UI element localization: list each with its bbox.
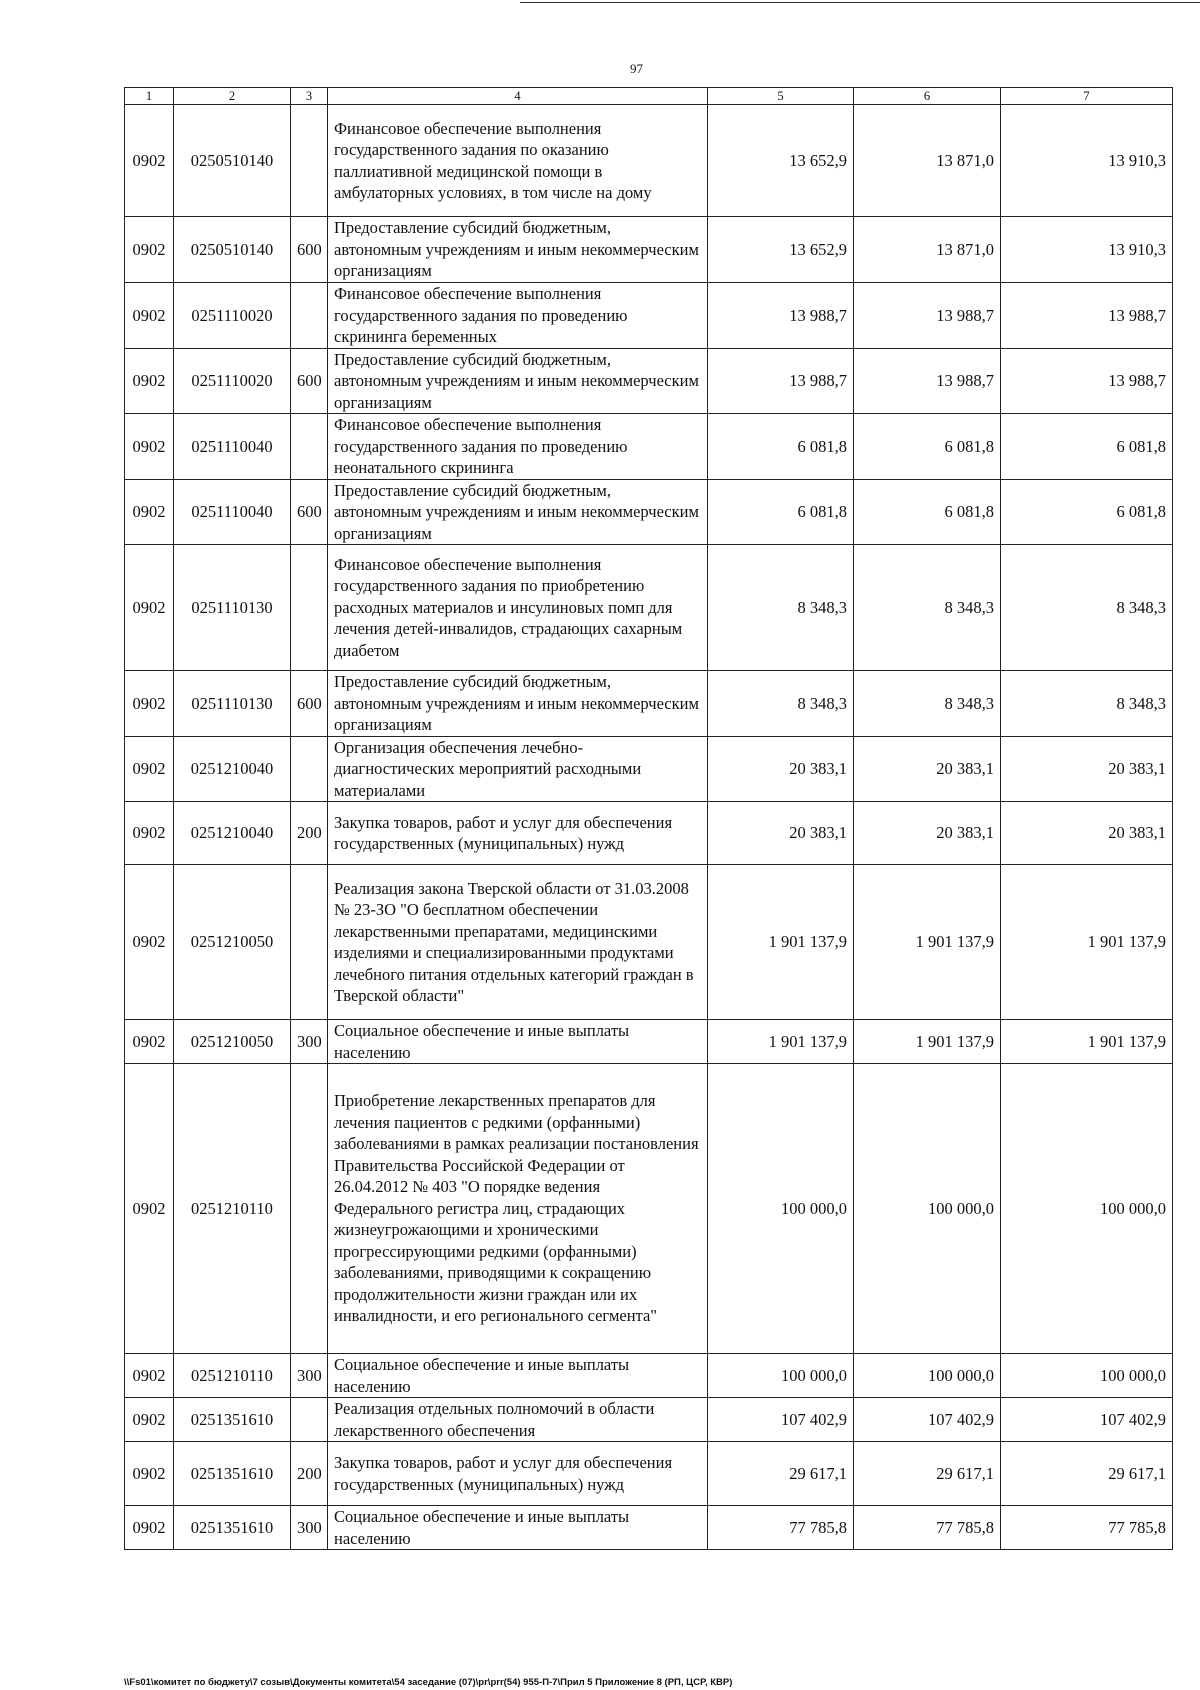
table-row [125, 1398, 1173, 1442]
amount-col-6-cell: 13 988,7 [854, 348, 1001, 414]
amount-col-7-cell: 100 000,0 [1001, 1354, 1173, 1398]
description-cell: Финансовое обеспечение выполнения государственного задания по проведению неонатального скрининга [328, 414, 708, 480]
table-header-row [125, 88, 1173, 105]
amount-col-6-cell: 1 901 137,9 [854, 865, 1001, 1020]
amount-col-7-cell: 77 785,8 [1001, 1506, 1173, 1550]
target-article-code-cell: 0250510140 [174, 105, 291, 217]
table-row [125, 671, 1173, 737]
section-code-cell: 0902 [125, 217, 174, 283]
description-cell: Реализация закона Тверской области от 31.03.2008 № 23-ЗО "О бесплатном обеспечении лекарственными препаратами, медицинскими изделиями и специализированными продуктами лечебного питания отдельных категорий граждан в Тверской области" [328, 865, 708, 1020]
table-row [125, 217, 1173, 283]
amount-col-5-cell: 77 785,8 [708, 1506, 854, 1550]
expense-type-code-cell [291, 105, 328, 217]
section-code-cell: 0902 [125, 1064, 174, 1354]
table-row [125, 1020, 1173, 1064]
amount-col-5-cell: 8 348,3 [708, 671, 854, 737]
amount-col-7-cell: 13 910,3 [1001, 217, 1173, 283]
section-code-cell: 0902 [125, 414, 174, 480]
amount-col-7-cell: 8 348,3 [1001, 671, 1173, 737]
target-article-code-cell: 0251110020 [174, 283, 291, 349]
target-article-code-cell: 0251210050 [174, 1020, 291, 1064]
expense-type-code-cell: 300 [291, 1354, 328, 1398]
target-article-code-cell: 0251351610 [174, 1506, 291, 1550]
header-col-1: 1 [125, 88, 174, 105]
amount-col-5-cell: 1 901 137,9 [708, 865, 854, 1020]
description-cell: Финансовое обеспечение выполнения государственного задания по приобретению расходных материалов и инсулиновых помп для лечения детей-инвалидов, страдающих сахарным диабетом [328, 545, 708, 671]
amount-col-7-cell: 107 402,9 [1001, 1398, 1173, 1442]
target-article-code-cell: 0251210040 [174, 736, 291, 802]
expense-type-code-cell: 600 [291, 348, 328, 414]
amount-col-6-cell: 20 383,1 [854, 802, 1001, 865]
expense-type-code-cell: 300 [291, 1506, 328, 1550]
section-code-cell: 0902 [125, 1398, 174, 1442]
amount-col-6-cell: 107 402,9 [854, 1398, 1001, 1442]
amount-col-6-cell: 100 000,0 [854, 1064, 1001, 1354]
target-article-code-cell: 0250510140 [174, 217, 291, 283]
header-col-5: 5 [708, 88, 854, 105]
target-article-code-cell: 0251351610 [174, 1442, 291, 1506]
page-number: 97 [630, 61, 643, 76]
target-article-code-cell: 0251210110 [174, 1064, 291, 1354]
table-row [125, 1506, 1173, 1550]
amount-col-7-cell: 13 910,3 [1001, 105, 1173, 217]
amount-col-7-cell: 1 901 137,9 [1001, 865, 1173, 1020]
description-cell: Социальное обеспечение и иные выплаты населению [328, 1020, 708, 1064]
amount-col-5-cell: 6 081,8 [708, 414, 854, 480]
section-code-cell: 0902 [125, 545, 174, 671]
header-col-3: 3 [291, 88, 328, 105]
amount-col-5-cell: 13 988,7 [708, 348, 854, 414]
table-row [125, 1442, 1173, 1506]
description-cell: Закупка товаров, работ и услуг для обеспечения государственных (муниципальных) нужд [328, 1442, 708, 1506]
section-code-cell: 0902 [125, 1442, 174, 1506]
expense-type-code-cell: 600 [291, 479, 328, 545]
table-row [125, 283, 1173, 349]
description-cell: Финансовое обеспечение выполнения государственного задания по оказанию паллиативной медицинской помощи в амбулаторных условиях, в том числе на дому [328, 105, 708, 217]
amount-col-5-cell: 100 000,0 [708, 1354, 854, 1398]
amount-col-5-cell: 6 081,8 [708, 479, 854, 545]
target-article-code-cell: 0251210050 [174, 865, 291, 1020]
section-code-cell: 0902 [125, 1506, 174, 1550]
amount-col-5-cell: 20 383,1 [708, 802, 854, 865]
description-cell: Социальное обеспечение и иные выплаты населению [328, 1506, 708, 1550]
budget-table [124, 87, 1173, 1550]
amount-col-5-cell: 13 652,9 [708, 105, 854, 217]
section-code-cell: 0902 [125, 348, 174, 414]
expense-type-code-cell [291, 283, 328, 349]
target-article-code-cell: 0251351610 [174, 1398, 291, 1442]
description-cell: Предоставление субсидий бюджетным, автономным учреждениям и иным некоммерческим организациям [328, 348, 708, 414]
amount-col-6-cell: 13 871,0 [854, 105, 1001, 217]
amount-col-5-cell: 1 901 137,9 [708, 1020, 854, 1064]
section-code-cell: 0902 [125, 736, 174, 802]
amount-col-6-cell: 6 081,8 [854, 414, 1001, 480]
table-row [125, 865, 1173, 1020]
table-row [125, 105, 1173, 217]
amount-col-5-cell: 107 402,9 [708, 1398, 854, 1442]
expense-type-code-cell [291, 1398, 328, 1442]
header-col-6: 6 [854, 88, 1001, 105]
target-article-code-cell: 0251110040 [174, 414, 291, 480]
description-cell: Предоставление субсидий бюджетным, автономным учреждениям и иным некоммерческим организациям [328, 671, 708, 737]
amount-col-6-cell: 8 348,3 [854, 671, 1001, 737]
amount-col-7-cell: 13 988,7 [1001, 283, 1173, 349]
amount-col-5-cell: 20 383,1 [708, 736, 854, 802]
amount-col-6-cell: 6 081,8 [854, 479, 1001, 545]
section-code-cell: 0902 [125, 105, 174, 217]
amount-col-7-cell: 20 383,1 [1001, 736, 1173, 802]
section-code-cell: 0902 [125, 865, 174, 1020]
footer-file-path: \\Fs01\комитет по бюджету\7 созыв\Документы комитета\54 заседание (07)\pr\prr(54) 955-П-7\Прил 5 Приложение 8 (РП, ЦСР, КВР) [124, 1677, 733, 1688]
description-cell: Финансовое обеспечение выполнения государственного задания по проведению скрининга беременных [328, 283, 708, 349]
amount-col-7-cell: 100 000,0 [1001, 1064, 1173, 1354]
table-row [125, 802, 1173, 865]
amount-col-6-cell: 20 383,1 [854, 736, 1001, 802]
table-row [125, 1354, 1173, 1398]
description-cell: Социальное обеспечение и иные выплаты населению [328, 1354, 708, 1398]
amount-col-5-cell: 13 652,9 [708, 217, 854, 283]
amount-col-6-cell: 100 000,0 [854, 1354, 1001, 1398]
description-cell: Закупка товаров, работ и услуг для обеспечения государственных (муниципальных) нужд [328, 802, 708, 865]
description-cell: Предоставление субсидий бюджетным, автономным учреждениям и иным некоммерческим организациям [328, 479, 708, 545]
table-row [125, 1064, 1173, 1354]
expense-type-code-cell: 200 [291, 1442, 328, 1506]
description-cell: Приобретение лекарственных препаратов для лечения пациентов с редкими (орфанными) заболеваниями в рамках реализации постановления Правительства Российской Федерации от 26.04.2012 № 403 "О порядке ведения Федерального регистра лиц, страдающих жизнеугрожающими и хроническими прогрессирующими редкими (орфанными) заболеваниями, приводящими к сокращению продолжительности жизни граждан или их инвалидности, и его регионального сегмента" [328, 1064, 708, 1354]
description-cell: Реализация отдельных полномочий в области лекарственного обеспечения [328, 1398, 708, 1442]
section-code-cell: 0902 [125, 802, 174, 865]
amount-col-6-cell: 1 901 137,9 [854, 1020, 1001, 1064]
target-article-code-cell: 0251110130 [174, 671, 291, 737]
section-code-cell: 0902 [125, 1354, 174, 1398]
target-article-code-cell: 0251210040 [174, 802, 291, 865]
expense-type-code-cell [291, 414, 328, 480]
amount-col-5-cell: 29 617,1 [708, 1442, 854, 1506]
expense-type-code-cell [291, 736, 328, 802]
amount-col-7-cell: 6 081,8 [1001, 479, 1173, 545]
expense-type-code-cell [291, 1064, 328, 1354]
amount-col-7-cell: 6 081,8 [1001, 414, 1173, 480]
amount-col-5-cell: 13 988,7 [708, 283, 854, 349]
description-cell: Предоставление субсидий бюджетным, автономным учреждениям и иным некоммерческим организациям [328, 217, 708, 283]
expense-type-code-cell [291, 545, 328, 671]
amount-col-6-cell: 77 785,8 [854, 1506, 1001, 1550]
target-article-code-cell: 0251210110 [174, 1354, 291, 1398]
top-border-line [520, 2, 1200, 3]
expense-type-code-cell: 200 [291, 802, 328, 865]
table-row [125, 545, 1173, 671]
table-row [125, 736, 1173, 802]
amount-col-7-cell: 8 348,3 [1001, 545, 1173, 671]
amount-col-7-cell: 20 383,1 [1001, 802, 1173, 865]
expense-type-code-cell [291, 865, 328, 1020]
amount-col-6-cell: 13 871,0 [854, 217, 1001, 283]
description-cell: Организация обеспечения лечебно-диагностических мероприятий расходными материалами [328, 736, 708, 802]
amount-col-5-cell: 8 348,3 [708, 545, 854, 671]
expense-type-code-cell: 600 [291, 671, 328, 737]
amount-col-6-cell: 13 988,7 [854, 283, 1001, 349]
header-col-2: 2 [174, 88, 291, 105]
target-article-code-cell: 0251110130 [174, 545, 291, 671]
header-col-7: 7 [1001, 88, 1173, 105]
section-code-cell: 0902 [125, 283, 174, 349]
table-row [125, 414, 1173, 480]
expense-type-code-cell: 300 [291, 1020, 328, 1064]
table-row [125, 479, 1173, 545]
section-code-cell: 0902 [125, 671, 174, 737]
table-row [125, 348, 1173, 414]
expense-type-code-cell: 600 [291, 217, 328, 283]
target-article-code-cell: 0251110020 [174, 348, 291, 414]
section-code-cell: 0902 [125, 1020, 174, 1064]
amount-col-6-cell: 8 348,3 [854, 545, 1001, 671]
target-article-code-cell: 0251110040 [174, 479, 291, 545]
header-col-4: 4 [328, 88, 708, 105]
amount-col-7-cell: 13 988,7 [1001, 348, 1173, 414]
amount-col-5-cell: 100 000,0 [708, 1064, 854, 1354]
amount-col-7-cell: 1 901 137,9 [1001, 1020, 1173, 1064]
amount-col-6-cell: 29 617,1 [854, 1442, 1001, 1506]
amount-col-7-cell: 29 617,1 [1001, 1442, 1173, 1506]
section-code-cell: 0902 [125, 479, 174, 545]
